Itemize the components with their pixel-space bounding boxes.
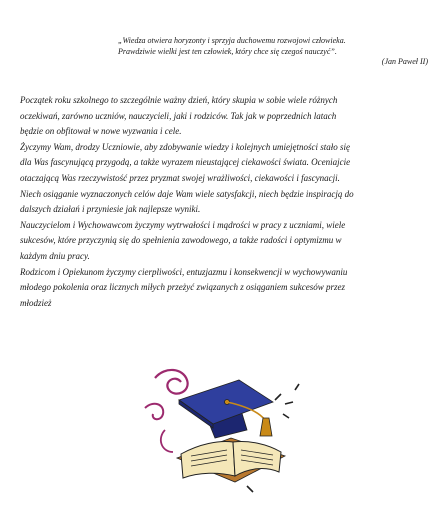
- text-line: będzie on obfitował w nowe wyzwania i cele.: [20, 126, 182, 137]
- text-line: Niech osiąganie wyznaczonych celów daje Wam wiele satysfakcji, niech będzie inspiracją do: [20, 188, 354, 199]
- text-line: dla Was fascynującą przygodą, a także wyrazem nieustającej ciekawości świata. Oceniajcie: [20, 157, 351, 168]
- text-line: otaczającą Was rzeczywistość przez pryzmat swojej wrażliwości, ciekawości i fascynacji.: [20, 172, 340, 183]
- epigraph-quote: [118, 36, 430, 68]
- quote-line-2: Prawdziwie wielki jest ten człowiek, który chce się czegoś nauczyć”.: [118, 46, 337, 56]
- quote-line-1: „Wiedza otwiera horyzonty i sprzyja duchowemu rozwojowi człowieka.: [118, 36, 346, 45]
- text-line: Życzymy Wam, drodzy Uczniowie, aby zdobywanie wiedzy i kolejnych umiejętności stało się: [20, 141, 351, 152]
- text-line: każdym dniu pracy.: [20, 250, 90, 261]
- swirl-ribbon: [145, 404, 163, 420]
- text-line: Nauczycielom i Wychowawcom życzymy wytrwałości i mądrości w pracy z uczniami, wiele: [20, 219, 346, 230]
- text-line: Początek roku szkolnego to szczególnie ważny dzień, który skupia w sobie wiele różnych: [20, 95, 338, 105]
- graduation-cap-and-open-book-icon: [135, 360, 315, 500]
- tassel: [260, 418, 272, 436]
- text-line: sukcesów, które przyczynią się do spełnienia zawodowego, a także radości i optymizmu w: [20, 235, 342, 246]
- text-line: Rodzicom i Opiekunom życzymy cierpliwości, entuzjazmu i konsekwencji w wychowywaniu: [20, 266, 348, 277]
- swirl-ribbon: [161, 430, 173, 452]
- greeting-text: [20, 93, 425, 311]
- text-line: młodzież: [20, 297, 52, 308]
- text-line: dalszych działań i przyniesie jak najlepsze wyniki.: [20, 204, 201, 215]
- text-line: oczekiwań, zarówno uczniów, nauczycieli, jaki i rodziców. Tak jak w poprzednich latach: [20, 110, 337, 121]
- quote-author: (Jan Paweł II): [381, 57, 428, 66]
- swirl-ribbon: [155, 370, 188, 394]
- text-line: młodego pokolenia oraz licznych miłych przeżyć związanych z osiąganiem sukcesów przez: [20, 282, 345, 293]
